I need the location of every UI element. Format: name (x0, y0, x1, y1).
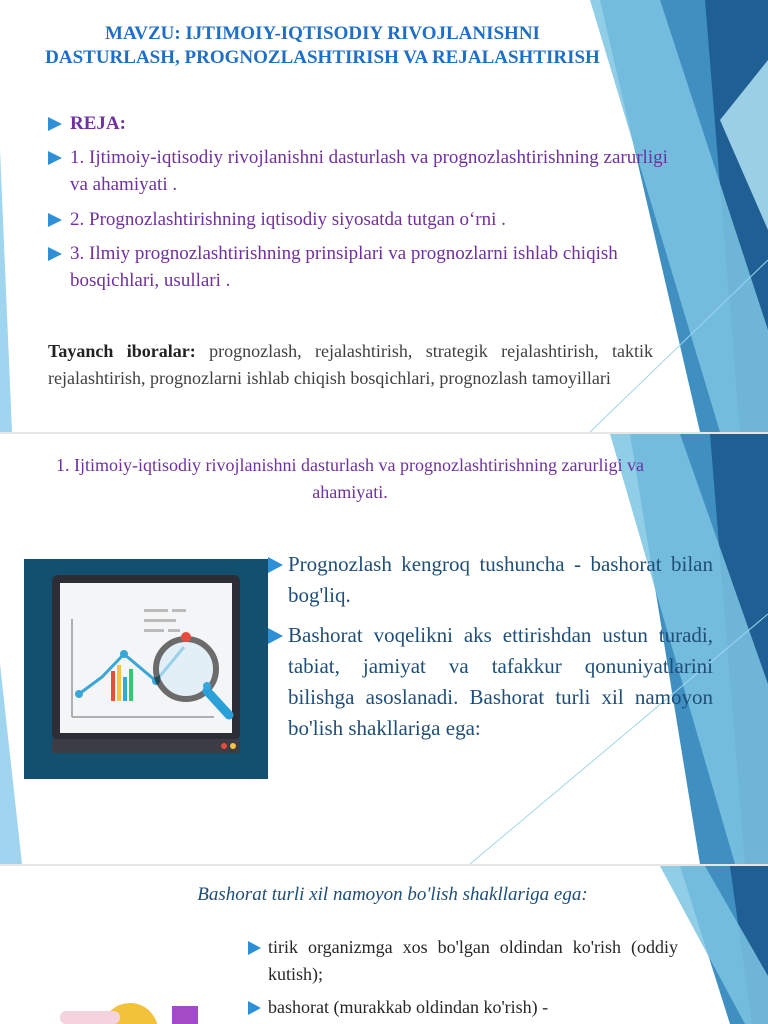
slide3-heading: Bashorat turli xil namoyon bo'lish shakllariga ega: (197, 884, 588, 905)
plan-item-3: 3. Ilmiy prognozlashtirishning prinsiplari va prognozlarni ishlab chiqish bosqichlari, usullari . (48, 240, 680, 294)
bullet-arrow-icon (48, 247, 62, 261)
keywords-label: Tayanch iboralar: (48, 341, 196, 361)
plan-item-1: 1. Ijtimoiy-iqtisodiy rivojlanishni dasturlash va prognozlashtirishning zarurligi va ahamiyati . (48, 144, 680, 198)
bullet-arrow-icon (48, 117, 62, 131)
slide-1 (0, 0, 768, 432)
plan-item-2: 2. Prognozlashtirishning iqtisodiy siyosatda tutgan o‘rni . (48, 206, 680, 233)
content-bullet-2: Bashorat voqelikni aks ettirishdan ustun turadi, tabiat, jamiyat va tafakkur qonuniyatlarini bilishga asoslanadi. Bashorat turli xil namoyon bo'lish shakllariga ega: (268, 620, 713, 744)
bullet-arrow-icon (48, 151, 62, 165)
slide-title: MAVZU: IJTIMOIY-IQTISODIY RIVOJLANISHNI DASTURLASH, PROGNOZLASHTIRISH VA REJALASHTIRISH (45, 23, 600, 68)
analytics-illustration (24, 559, 268, 779)
section-heading: 1. Ijtimoiy-iqtisodiy rivojlanishni dasturlash va prognozlashtirishning zarurligi va ahamiyati. (56, 455, 644, 502)
decor-box-icon (172, 1006, 198, 1024)
bullet-arrow-icon (48, 213, 62, 227)
slide-3 (0, 866, 768, 1024)
keywords-text: prognozlash, rejalashtirish, strategik rejalashtirish, taktik rejalashtirish, prognozlarni ishlab chiqish bosqichlari, prognozlash tamoyillari (48, 341, 653, 388)
content-bullet-1: Prognozlash kengroq tushuncha - bashorat bilan bog'liq. (268, 549, 713, 611)
bullet-arrow-icon (248, 1001, 261, 1015)
bullet-arrow-icon (268, 628, 283, 644)
keywords-paragraph (48, 338, 653, 392)
bullet-arrow-icon (268, 557, 283, 573)
plan-label: REJA: (48, 110, 680, 137)
form-bullet-1: tirik organizmga xos bo'lgan oldindan ko'rish (oddiy kutish); (248, 934, 678, 988)
form-bullet-2: bashorat (murakkab oldindan ko'rish) - (248, 994, 678, 1021)
slide-2 (0, 434, 768, 864)
bullet-arrow-icon (248, 941, 261, 955)
